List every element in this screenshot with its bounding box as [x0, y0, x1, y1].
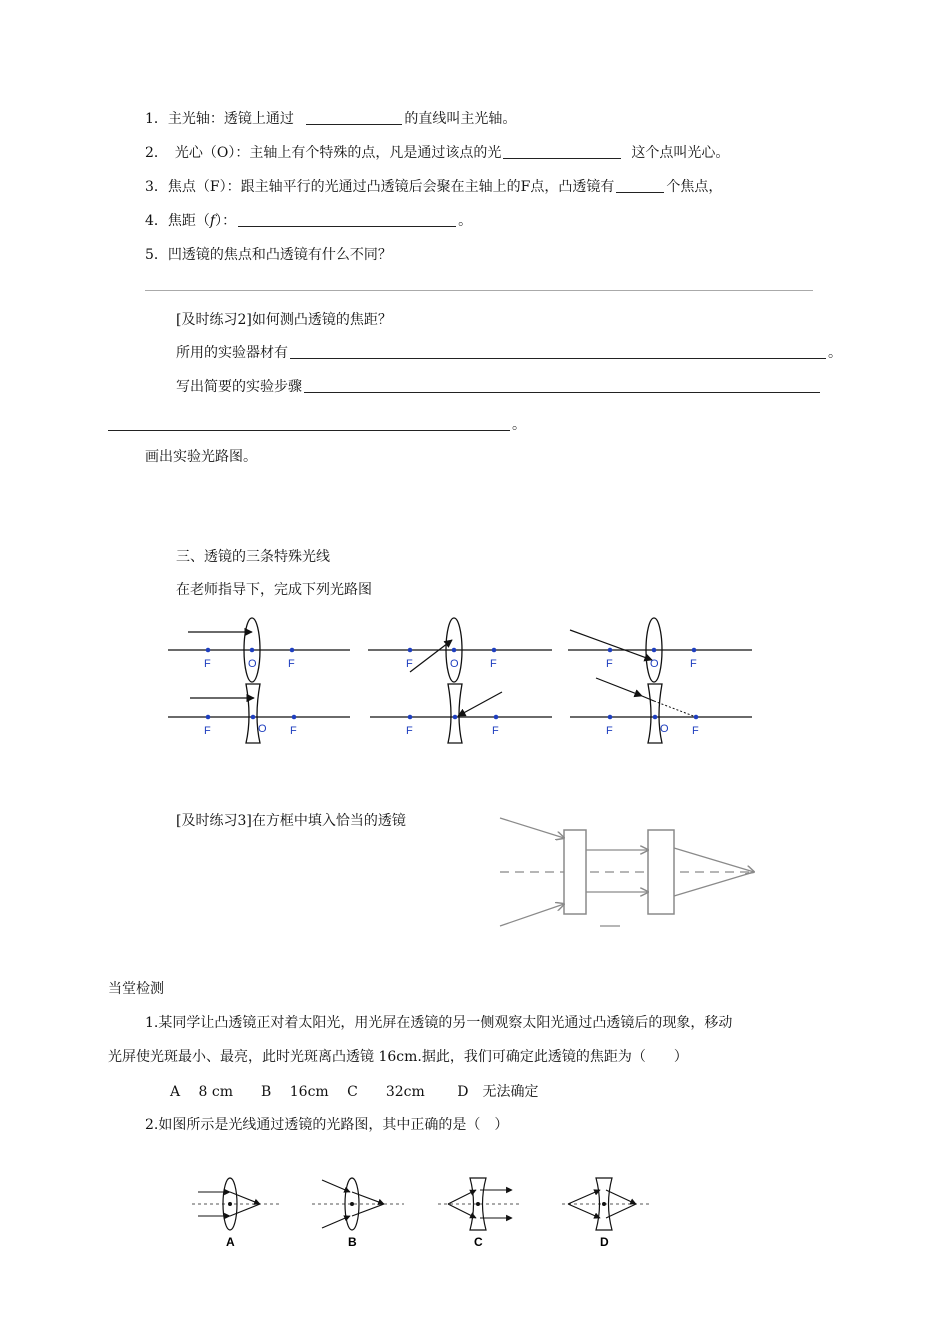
- light-path-options-figure: [190, 1170, 660, 1252]
- practice3-title: [及时练习3]在方框中填入恰当的透镜: [176, 813, 406, 829]
- svg-text:A: A: [226, 1235, 235, 1249]
- q5-text: 5．凹透镜的焦点和凸透镜有什么不同？: [145, 247, 392, 263]
- equip-label: 所用的实验器材有: [176, 345, 288, 361]
- steps-blank-2[interactable]: [108, 416, 510, 431]
- lens-box-left[interactable]: [564, 830, 586, 914]
- steps-line-2: [108, 414, 526, 434]
- convex-diagram-2: [368, 618, 552, 682]
- concave-diagram-1: [168, 684, 350, 743]
- equip-blank[interactable]: [290, 344, 826, 359]
- svg-text:F: F: [290, 725, 297, 737]
- steps-line: [176, 376, 822, 396]
- svg-text:F: F: [406, 658, 413, 670]
- q1-line: [145, 108, 516, 128]
- q4-f-symbol: f: [209, 213, 216, 229]
- steps-blank[interactable]: [304, 378, 820, 393]
- svg-text:F: F: [288, 658, 295, 670]
- convex-diagram-3: [568, 618, 752, 682]
- equip-end: 。: [828, 345, 842, 361]
- q1-text: 1．主光轴：透镜上通过: [145, 111, 294, 127]
- q4-line: [145, 210, 472, 230]
- svg-text:F: F: [692, 725, 699, 737]
- concave-diagram-3: [570, 678, 752, 743]
- q2-line: [145, 142, 729, 162]
- option-d-figure: [562, 1178, 650, 1249]
- svg-text:F: F: [606, 658, 613, 670]
- svg-text:O: O: [258, 723, 267, 735]
- steps-end: 。: [512, 417, 526, 433]
- check-q1-options: A 8 cm B 16cm C 32cm D 无法确定: [170, 1084, 539, 1100]
- focus-point: [290, 648, 295, 653]
- lens-box-figure: [496, 808, 758, 932]
- q3-text: 3．焦点（F）：跟主轴平行的光通过凸透镜后会聚在主轴上的F点，凸透镜有: [145, 179, 615, 195]
- q3-text-end: 个焦点，: [666, 179, 723, 195]
- svg-text:F: F: [606, 725, 613, 737]
- q3-blank[interactable]: [616, 178, 664, 193]
- special-rays-figure: [160, 612, 760, 747]
- option-a-figure: [192, 1178, 282, 1249]
- q4-blank[interactable]: [238, 212, 456, 227]
- check-title: 当堂检测: [108, 981, 164, 997]
- svg-text:D: D: [600, 1235, 609, 1249]
- q4-text-end: 。: [458, 213, 473, 229]
- q2-text: 2． 光心（O）：主轴上有个特殊的点，凡是通过该点的光: [145, 145, 502, 161]
- svg-text:F: F: [690, 658, 697, 670]
- svg-text:B: B: [348, 1235, 357, 1249]
- svg-text:O: O: [650, 658, 659, 670]
- option-c-figure: [438, 1178, 520, 1249]
- svg-text:O: O: [660, 723, 669, 735]
- q1-blank[interactable]: [306, 110, 402, 125]
- check-q2-text: 2.如图所示是光线通过透镜的光路图，其中正确的是（ ）: [145, 1117, 509, 1133]
- convex-diagram-1: [168, 618, 350, 682]
- svg-text:F: F: [204, 658, 211, 670]
- steps-label: 写出简要的实验步骤: [176, 379, 302, 395]
- center-point: [250, 648, 255, 653]
- svg-text:F: F: [492, 725, 499, 737]
- q1-text-end: 的直线叫主光轴。: [404, 111, 517, 127]
- check-q1-line1: 1.某同学让凸透镜正对着太阳光，用光屏在透镜的另一侧观察太阳光通过凸透镜后的现象，移动: [145, 1015, 733, 1031]
- svg-text:O: O: [450, 658, 459, 670]
- svg-text:O: O: [248, 658, 257, 670]
- svg-text:C: C: [474, 1235, 483, 1249]
- svg-text:F: F: [490, 658, 497, 670]
- lens-box-right[interactable]: [648, 830, 674, 914]
- svg-text:F: F: [204, 725, 211, 737]
- equip-line: [176, 342, 842, 362]
- option-b-figure: [312, 1178, 404, 1249]
- q2-text-end: 这个点叫光心。: [631, 145, 730, 161]
- q3-line: [145, 176, 722, 196]
- check-q1-line2: 光屏使光斑最小、最亮，此时光斑离凸透镜 16cm.据此，我们可确定此透镜的焦距为（ ）: [108, 1049, 688, 1065]
- q4-text: 4．焦距（: [145, 213, 210, 229]
- q4-text-mid: ）：: [215, 213, 237, 229]
- concave-diagram-2: [370, 684, 552, 743]
- practice2-title: [及时练习2]如何测凸透镜的焦距？: [176, 312, 392, 328]
- q5-answer-line[interactable]: [145, 290, 813, 291]
- sec3-subtitle: 在老师指导下，完成下列光路图: [176, 582, 372, 598]
- sec3-title: 三、透镜的三条特殊光线: [176, 549, 330, 565]
- focus-point: [206, 648, 211, 653]
- q2-blank[interactable]: [503, 144, 621, 159]
- draw-instruction: 画出实验光路图。: [145, 449, 257, 465]
- svg-text:F: F: [406, 725, 413, 737]
